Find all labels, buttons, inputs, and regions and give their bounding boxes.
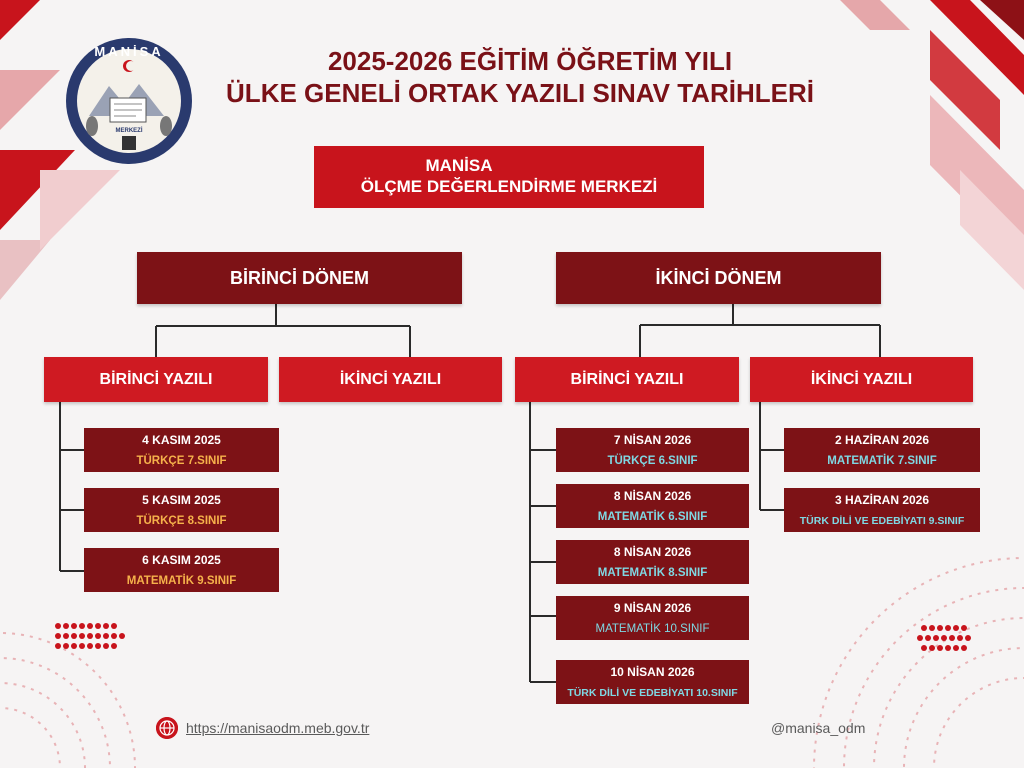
exam-subject: MATEMATİK 10.SINIF (595, 623, 710, 635)
exam-subject: TÜRKÇE 7.SINIF (136, 455, 227, 467)
exam-card (556, 540, 749, 584)
written-box-t1-first: BİRİNCİ YAZILI (44, 357, 268, 402)
exam-card (84, 428, 279, 472)
exam-card (556, 596, 749, 640)
exam-card (556, 484, 749, 528)
term-box-second: İKİNCİ DÖNEM (556, 252, 881, 304)
exam-subject: MATEMATİK 8.SINIF (597, 567, 708, 579)
exam-subject: MATEMATİK 6.SINIF (597, 511, 708, 523)
page-title-line2: ÜLKE GENELİ ORTAK YAZILI SINAV TARİHLERİ (226, 78, 814, 108)
logo-subtitle: MERKEZİ (115, 128, 143, 134)
exam-date: 6 KASIM 2025 (142, 553, 221, 567)
exam-card (784, 428, 980, 472)
exam-date: 9 NİSAN 2026 (613, 601, 692, 615)
exam-date: 8 NİSAN 2026 (613, 489, 692, 503)
center-name-line1: MANİSA (425, 156, 493, 175)
website-url: https://manisaodm.meb.gov.tr (186, 720, 370, 736)
logo-name: MANİSA (94, 44, 164, 59)
exam-date: 3 HAZİRAN 2026 (834, 493, 930, 507)
exam-date: 5 KASIM 2025 (142, 493, 221, 507)
exam-date: 4 KASIM 2025 (142, 433, 221, 447)
exam-card (84, 548, 279, 592)
center-name-line2: ÖLÇME DEĞERLENDİRME MERKEZİ (360, 177, 658, 196)
exam-date: 10 NİSAN 2026 (610, 665, 695, 679)
social-handle: @manisa_odm (771, 720, 866, 736)
globe-icon (156, 717, 178, 739)
exam-card (556, 428, 749, 472)
exam-subject: TÜRK DİLİ VE EDEBİYATI 9.SINIF (799, 515, 965, 527)
exam-subject: TÜRKÇE 8.SINIF (136, 515, 227, 527)
page-title-line1: 2025-2026 EĞİTİM ÖĞRETİM YILI (327, 46, 733, 76)
exam-subject: MATEMATİK 9.SINIF (126, 575, 237, 587)
written-box-t2-first: BİRİNCİ YAZILI (515, 357, 739, 402)
term-box-first: BİRİNCİ DÖNEM (137, 252, 462, 304)
exam-date: 8 NİSAN 2026 (613, 545, 692, 559)
exam-card (84, 488, 279, 532)
exam-card (784, 488, 980, 532)
exam-date: 7 NİSAN 2026 (613, 433, 692, 447)
exam-subject: TÜRKÇE 6.SINIF (607, 455, 698, 467)
website-link[interactable] (156, 716, 369, 740)
written-box-t2-second: İKİNCİ YAZILI (750, 357, 973, 402)
center-name-box (314, 146, 704, 208)
exam-card (556, 660, 749, 704)
exam-date: 2 HAZİRAN 2026 (834, 433, 930, 447)
exam-subject: TÜRK DİLİ VE EDEBİYATI 10.SINIF (567, 687, 738, 699)
exam-subject: MATEMATİK 7.SINIF (827, 455, 937, 467)
written-box-t1-second: İKİNCİ YAZILI (279, 357, 502, 402)
